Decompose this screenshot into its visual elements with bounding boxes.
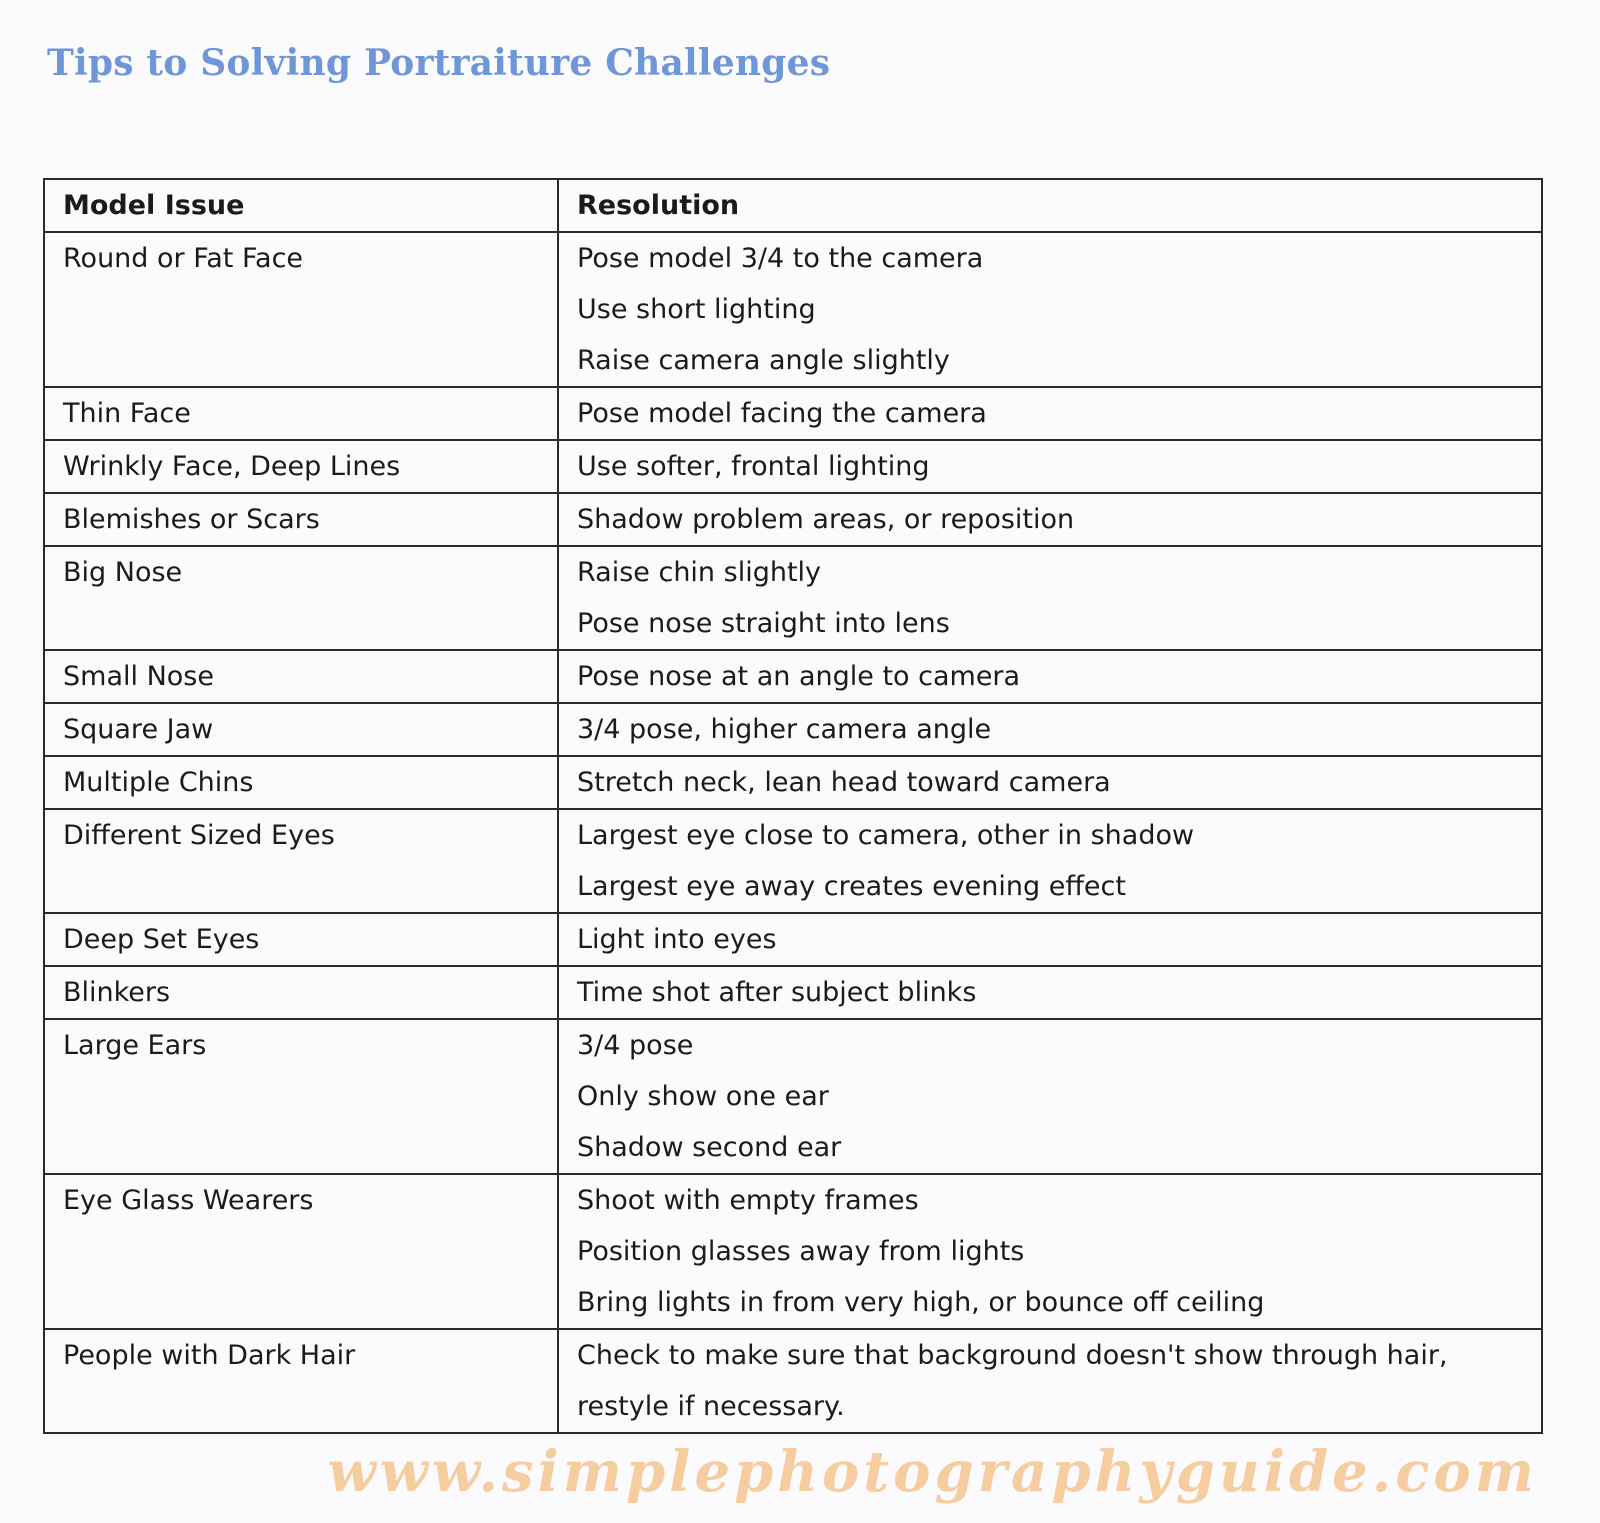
resolution-line: Pose nose at an angle to camera: [577, 661, 1021, 692]
resolution-line: Pose model facing the camera: [577, 398, 987, 429]
column-header-model-issue: Model Issue: [44, 179, 558, 232]
model-issue-cell: Big Nose: [44, 546, 558, 650]
table-row: [44, 913, 1542, 966]
resolution-line: Shoot with empty frames: [577, 1185, 919, 1216]
model-issue-cell: Multiple Chins: [44, 756, 558, 809]
model-issue-cell: Wrinkly Face, Deep Lines: [44, 440, 558, 493]
model-issue-cell: Blinkers: [44, 966, 558, 1019]
resolution-line: Pose nose straight into lens: [577, 608, 950, 639]
page-title: Tips to Solving Portraiture Challenges: [47, 42, 831, 84]
model-issue-cell: Blemishes or Scars: [44, 493, 558, 546]
resolution-line: Position glasses away from lights: [577, 1236, 1025, 1267]
model-issue-cell: Square Jaw: [44, 703, 558, 756]
resolution-line: Bring lights in from very high, or bounce off ceiling: [577, 1287, 1265, 1318]
portraiture-tips-table: [43, 178, 1543, 1434]
table-row: [44, 1019, 1542, 1174]
resolution-line: Largest eye away creates evening effect: [577, 871, 1126, 902]
model-issue-cell: People with Dark Hair: [44, 1329, 558, 1433]
resolution-line: Check to make sure that background doesn't show through hair, restyle if necessary.: [577, 1340, 1448, 1422]
model-issue-cell: Eye Glass Wearers: [44, 1174, 558, 1329]
resolution-cell: [558, 387, 1542, 440]
resolution-line: Use short lighting: [577, 294, 816, 325]
table-row: [44, 966, 1542, 1019]
resolution-line: Stretch neck, lean head toward camera: [577, 767, 1111, 798]
resolution-cell: [558, 1019, 1542, 1174]
table-row: [44, 1174, 1542, 1329]
model-issue-cell: Large Ears: [44, 1019, 558, 1174]
resolution-line: Time shot after subject blinks: [577, 977, 977, 1008]
resolution-cell: [558, 1329, 1542, 1433]
model-issue-cell: Round or Fat Face: [44, 232, 558, 387]
table-row: [44, 493, 1542, 546]
resolution-cell: [558, 756, 1542, 809]
resolution-cell: [558, 703, 1542, 756]
table-row: [44, 756, 1542, 809]
resolution-line: Raise chin slightly: [577, 557, 822, 588]
resolution-line: Largest eye close to camera, other in shadow: [577, 820, 1195, 851]
resolution-cell: [558, 493, 1542, 546]
resolution-line: 3/4 pose, higher camera angle: [577, 714, 992, 745]
table-row: [44, 650, 1542, 703]
resolution-line: Use softer, frontal lighting: [577, 451, 930, 482]
table-row: [44, 387, 1542, 440]
column-header-resolution: Resolution: [558, 179, 1542, 232]
resolution-line: Shadow second ear: [577, 1132, 842, 1163]
table-body: [44, 232, 1542, 1433]
resolution-cell: [558, 440, 1542, 493]
model-issue-cell: Thin Face: [44, 387, 558, 440]
resolution-line: Pose model 3/4 to the camera: [577, 243, 984, 274]
resolution-cell: [558, 809, 1542, 913]
resolution-cell: [558, 966, 1542, 1019]
table-row: [44, 1329, 1542, 1433]
model-issue-cell: Deep Set Eyes: [44, 913, 558, 966]
table-row: [44, 546, 1542, 650]
resolution-cell: [558, 546, 1542, 650]
resolution-cell: [558, 650, 1542, 703]
resolution-cell: [558, 232, 1542, 387]
resolution-line: Light into eyes: [577, 924, 777, 955]
resolution-line: Raise camera angle slightly: [577, 345, 950, 376]
resolution-line: 3/4 pose: [577, 1030, 694, 1061]
model-issue-cell: Small Nose: [44, 650, 558, 703]
table-header-row: [44, 179, 1542, 232]
table-row: [44, 232, 1542, 387]
table-row: [44, 809, 1542, 913]
table-row: [44, 440, 1542, 493]
resolution-cell: [558, 1174, 1542, 1329]
resolution-line: Shadow problem areas, or reposition: [577, 504, 1075, 535]
table-row: [44, 703, 1542, 756]
resolution-cell: [558, 913, 1542, 966]
model-issue-cell: Different Sized Eyes: [44, 809, 558, 913]
website-watermark: www.simplephotographyguide.com: [327, 1439, 1538, 1505]
resolution-line: Only show one ear: [577, 1081, 829, 1112]
